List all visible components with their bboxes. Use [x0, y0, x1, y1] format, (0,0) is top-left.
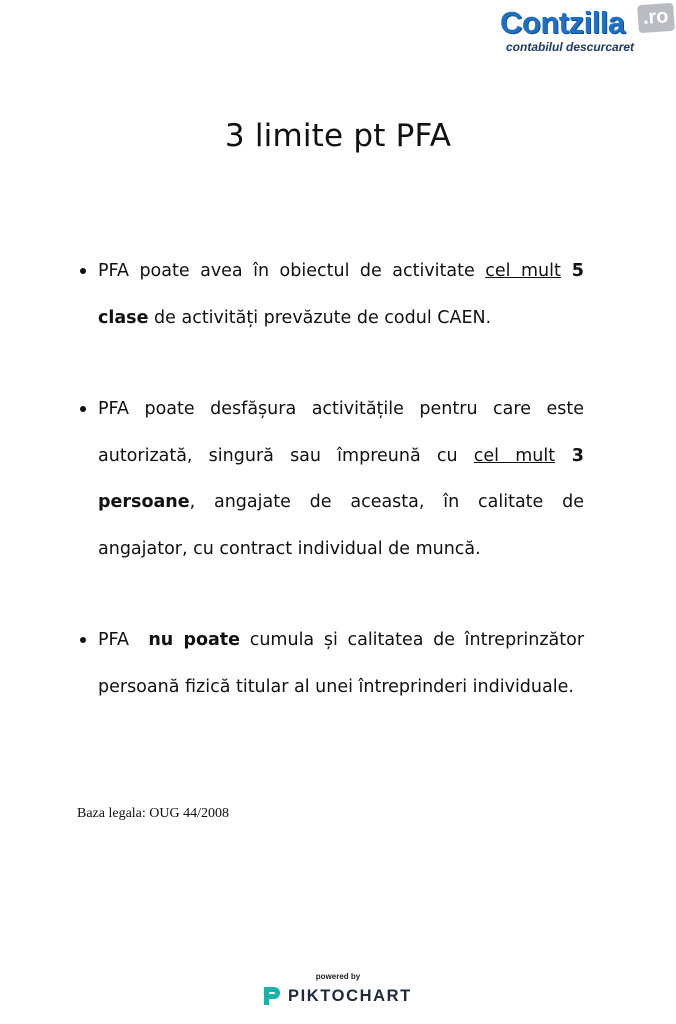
bullet-text: PFA poate desfășura activitățile pentru care este autorizată, singură sau împreună cu	[98, 399, 584, 466]
piktochart-logo-icon	[262, 985, 282, 1007]
logo-name: Contzilla	[500, 5, 625, 40]
bullet-text: PFA	[98, 630, 149, 650]
underlined-text: cel mult	[485, 261, 561, 281]
bold-text: 5 clase	[98, 261, 584, 328]
underlined-text: cel mult	[473, 445, 556, 466]
logo-tld: .ro	[637, 3, 674, 33]
bullet-text: PFA poate avea în obiectul de activitate	[98, 261, 486, 281]
limits-list	[98, 248, 584, 710]
contzilla-logo	[500, 4, 676, 58]
bullet-text: , angajate de aceasta, în calitate de angajator, cu contract individual de muncă.	[98, 492, 584, 559]
page-title: 3 limite pt PFA	[224, 118, 452, 154]
bold-text: nu poate	[148, 630, 241, 650]
bold-text: 3 persoane	[98, 445, 584, 512]
piktochart-badge[interactable]	[262, 984, 412, 1008]
list-item	[98, 248, 584, 341]
legal-basis: Baza legala: OUG 44/2008	[77, 806, 230, 821]
list-item	[98, 617, 584, 710]
piktochart-brand: PIKTOCHART	[288, 986, 412, 1005]
bullet-text: de activități prevăzute de codul CAEN.	[148, 307, 492, 328]
powered-by-label: powered by	[315, 972, 361, 981]
logo-tagline: contabilul descurcaret	[506, 40, 635, 54]
list-item	[98, 386, 584, 572]
bullet-text: cumula și calitatea de întreprinzător persoană fizică titular al unei întreprinderi individuale.	[98, 630, 585, 697]
